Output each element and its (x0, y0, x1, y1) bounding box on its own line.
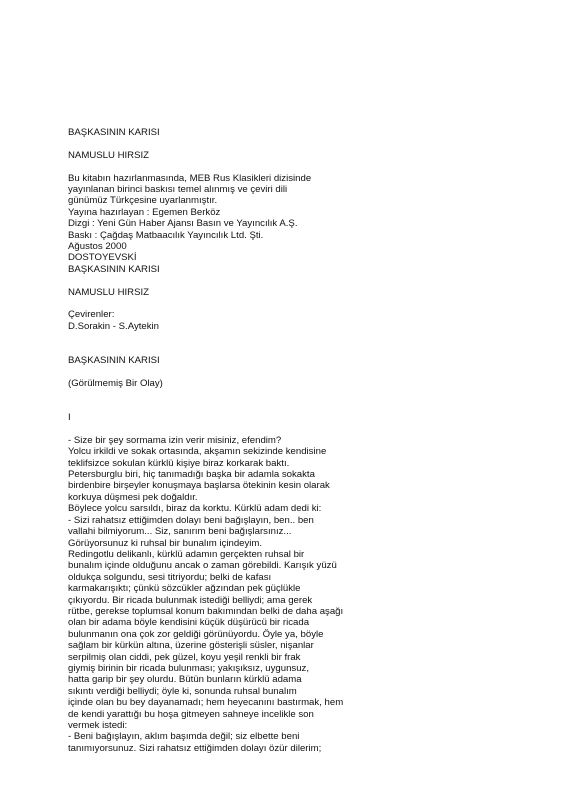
intro-line: Baskı : Çağdaş Matbaacılık Yayıncılık Ltd. Şti. (68, 229, 264, 241)
story-title: BAŞKASININ KARISI (68, 355, 160, 367)
chapter-number: I (68, 412, 71, 424)
body-line: - Size bir şey sormama izin verir misiniz, efendim? (68, 434, 282, 446)
document-text (68, 127, 538, 754)
translators-names: D.Sorakin - S.Aytekin (68, 320, 159, 332)
body-line: rütbe, gerekse toplumsal konum bakımından belki de daha aşağı (68, 605, 344, 617)
body-line: Petersburglu biri, hiç tanımadığı başka bir adamla sokakta (68, 469, 315, 481)
cover-title: BAŞKASININ KARISI (68, 127, 160, 138)
body-line: oldukça solgundu, sesi titriyordu; belki de kafası (68, 571, 272, 583)
story-subtitle: (Görülmemiş Bir Olay) (68, 377, 163, 389)
body-line: çıkıyordu. Bir ricada bulunmak istediği belliydi; ama gerek (68, 594, 313, 606)
section-title: NAMUSLU HIRSIZ (68, 286, 150, 298)
intro-line: Yayına hazırlayan : Egemen Berköz (68, 206, 221, 218)
body-line: karmakarışıktı; çünkü sözcükler ağzından pek güçlükle (68, 583, 301, 595)
intro-line: BAŞKASININ KARISI (68, 263, 160, 275)
body-line: içinde olan bu bey dayanamadı; hem heyecanını bastırmak, hem (68, 697, 344, 709)
intro-line: Dizgi : Yeni Gün Haber Ajansı Basın ve Yayıncılık A.Ş. (68, 218, 298, 230)
intro-line: Bu kitabın hazırlanmasında, MEB Rus Klasikleri dizisinde (68, 172, 312, 184)
body-line: vermek istedi: (68, 720, 128, 731)
body-line: Yolcu irkildi ve sokak ortasında, akşamın sekizinde kendisine (68, 446, 327, 458)
intro-line: Ağustos 2000 (68, 241, 127, 253)
body-line: tanımıyorsunuz. Sizi rahatsız ettiğimden dolayı özür dilerim; (68, 742, 322, 754)
body-line: giymiş birinin bir ricada bulunması; yakışıksız, uygunsuz, (68, 662, 310, 674)
body-line: bunalım içinde olduğunu ancak o zaman görebildi. Karışık yüzü (68, 560, 337, 572)
body-line: serpilmiş olan ciddi, pek güzel, koyu yeşil renkli bir frak (68, 651, 301, 663)
body-line: - Beni bağışlayın, aklım başımda değil; siz elbette beni (68, 731, 300, 743)
cover-subtitle: NAMUSLU HIRSIZ (68, 149, 150, 161)
body-line: vallahi bilmiyorum... Siz, sanırım beni bağışlarsınız... (68, 526, 292, 538)
translators-label: Çevirenler: (68, 309, 115, 321)
body-line: sıkıntı verdiği belliydi; öyle ki, sonunda ruhsal bunalım (68, 685, 297, 697)
publication-info (68, 173, 538, 276)
body-line: teklifsizce sokulan kürklü kişiye biraz korkarak baktı. (68, 457, 290, 469)
body-line: - Sizi rahatsız ettiğimden dolayı beni bağışlayın, ben.. ben (68, 514, 314, 526)
body-line: Böylece yolcu sarsıldı, biraz da korktu. Kürklü adam dedi ki: (68, 503, 322, 515)
intro-line: günümüz Türkçesine uyarlanmıştır. (68, 195, 218, 207)
body-line: birdenbire birşeyler konuşmaya başlarsa ötekinin kesin olarak (68, 480, 330, 492)
body-line: sağlam bir kürkün altına, üzerine gösterişli süsler, nişanlar (68, 640, 314, 652)
body-line: bulunmanın ona çok zor geldiği görünüyordu. Öyle ya, böyle (68, 628, 324, 640)
body-line: Görüyorsunuz ki ruhsal bir bunalım içindeyim. (68, 537, 263, 549)
body-line: de kendi yarattığı bu hoşa gitmeyen sahneye incelikle son (68, 708, 314, 720)
body-line: olan bir adama böyle kendisini küçük düşürücü bir ricada (68, 617, 310, 629)
author-name: DOSTOYEVSKİ (68, 252, 137, 264)
intro-line: yayınlanan birinci baskısı temel alınmış ve çeviri dili (68, 184, 288, 195)
story-body (68, 435, 538, 754)
body-line: korkuya düşmesi pek doğaldır. (68, 491, 198, 503)
body-line: Redingotlu delikanlı, kürklü adamın gerçekten ruhsal bir (68, 548, 305, 560)
body-line: hatta garip bir şey olurdu. Bütün bunların kürklü adama (68, 674, 302, 686)
